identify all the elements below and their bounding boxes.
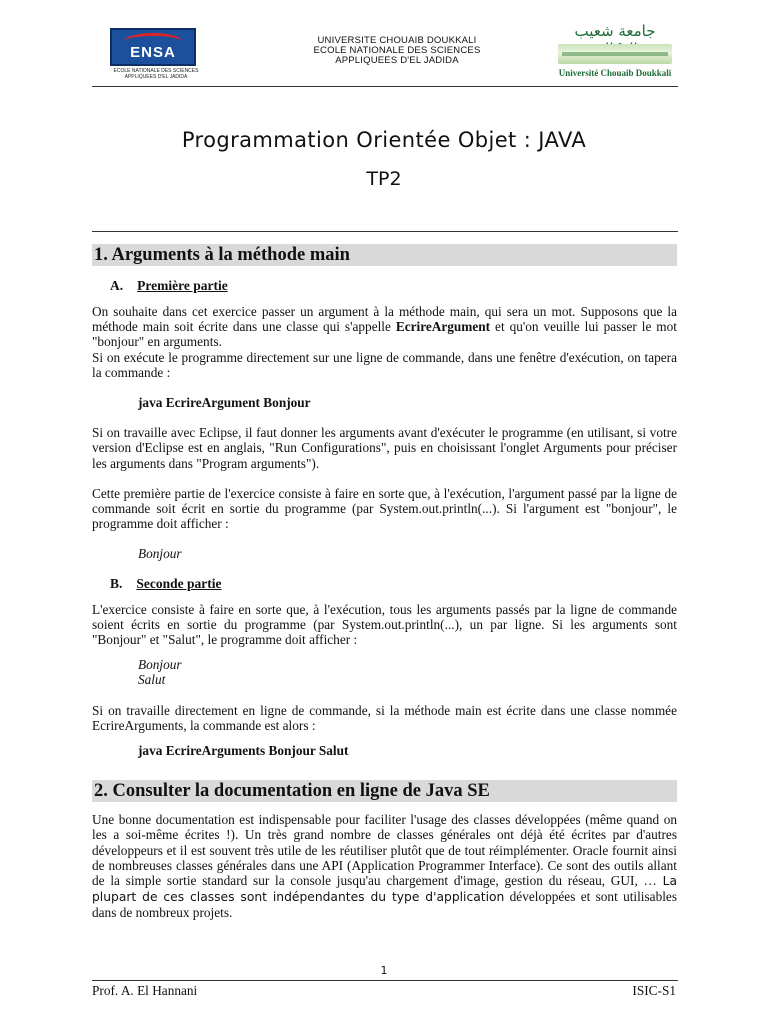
ensa-caption-line2: APPLIQUEES D'EL JADIDA bbox=[124, 74, 188, 80]
page-number: 1 bbox=[380, 964, 388, 977]
partB-letter: B. bbox=[110, 575, 123, 591]
partA-output: Bonjour bbox=[138, 546, 182, 562]
ensa-logo bbox=[110, 28, 196, 66]
ucd-latin-name: Université Chouaib Doukkali bbox=[558, 68, 672, 78]
section2-heading: 2. Consulter la documentation en ligne de Java SE bbox=[92, 780, 677, 802]
partB-output-line1: Bonjour bbox=[138, 657, 182, 673]
title-rule bbox=[92, 231, 678, 232]
partA-paragraph4: Cette première partie de l'exercice consiste à faire en sorte que, à l'exécution, l'argument passé par la ligne de commande soit écrit en sortie du programme (par System.out.println(...). Si l'argument est "bonjour", le programme doit afficher : bbox=[92, 485, 677, 532]
header-rule bbox=[92, 86, 678, 87]
partB-heading bbox=[110, 576, 677, 592]
class-name-bold: EcrireArgument bbox=[395, 319, 491, 335]
partA-paragraph2: Si on exécute le programme directement sur une ligne de commande, dans une fenêtre d'exécution, on tapera la commande : bbox=[92, 349, 677, 380]
footer-course: ISIC-S1 bbox=[632, 983, 676, 998]
footer-rule bbox=[92, 980, 678, 981]
university-line3: APPLIQUEES D'EL JADIDA bbox=[335, 55, 459, 66]
ucd-emblem-stripe bbox=[558, 44, 672, 64]
partA-letter: A. bbox=[110, 278, 124, 293]
ensa-caption-line1: ECOLE NATIONALE DES SCIENCES bbox=[113, 68, 199, 74]
ucd-arabic-name: جامعة شعيب bbox=[574, 22, 656, 40]
partA-heading bbox=[110, 278, 677, 294]
section1-heading: 1. Arguments à la méthode main bbox=[92, 244, 677, 266]
ensa-caption bbox=[102, 68, 210, 80]
ucd-logo bbox=[552, 22, 678, 84]
partA-command: java EcrireArgument Bonjour bbox=[138, 395, 311, 411]
document-body bbox=[92, 244, 677, 921]
document-title: Programmation Orientée Objet : JAVA bbox=[181, 128, 587, 152]
ensa-logo-text: ENSA bbox=[130, 44, 176, 61]
footer-author: Prof. A. El Hannani bbox=[92, 983, 198, 998]
university-name bbox=[262, 36, 532, 66]
partA-label: Première partie bbox=[137, 278, 228, 293]
partB-paragraph2: Si on travaille directement en ligne de commande, si la méthode main est écrite dans une classe nommée EcrireArguments, la commande est alors : bbox=[92, 702, 677, 733]
page-header bbox=[92, 22, 678, 86]
partA-paragraph3: Si on travaille avec Eclipse, il faut donner les arguments avant d'exécuter le programme (en utilisant, si votre version d'Eclipse est en anglais, "Run Configurations", puis en choisissant l'onglet Arguments pour préciser les arguments dans "Program arguments"). bbox=[92, 425, 677, 471]
partA-paragraph1: On souhaite dans cet exercice passer un argument à la méthode main, qui sera un mot. Supposons que la méthode main soit écrite dans une classe qui s'appelle EcrireArgument et qu'on veuille lui passer le mot "bonjour" en arguments. bbox=[92, 304, 677, 350]
partB-paragraph1: L'exercice consiste à faire en sorte que, à l'exécution, tous les arguments passés par la ligne de commande soient écrits en sortie du programme (par System.out.println(...), un par ligne. Si les arguments sont "Bonjour" et "Salut", le programme doit afficher : bbox=[92, 601, 677, 648]
university-line2: ECOLE NATIONALE DES SCIENCES bbox=[313, 45, 481, 56]
section2-paragraph1: Une bonne documentation est indispensable pour faciliter l'usage des classes développées (même quand on les a soi-même écrites !). Un très grand nombre de classes générales ont déjà été écrites par d'autres développeurs et il est souvent très utile de les réutiliser plutôt que de tout réimplémenter. Oracle fournit ainsi de nombreuses classes générales dans une API (Application Programmer Interface). Ce sont des outils allant de la simple sortie standard sur la console jusqu'au chargement d'image, gestion du réseau, GUI, … La plupart de ces classes sont indépendantes du type d'application développées et sont utilisables dans de nombreux projets. bbox=[92, 812, 678, 921]
document-subtitle: TP2 bbox=[366, 168, 402, 190]
university-line1: UNIVERSITE CHOUAIB DOUKKALI bbox=[317, 35, 477, 46]
partB-command: java EcrireArguments Bonjour Salut bbox=[138, 743, 349, 759]
partB-output-line2: Salut bbox=[138, 672, 166, 688]
partB-label: Seconde partie bbox=[136, 575, 222, 591]
